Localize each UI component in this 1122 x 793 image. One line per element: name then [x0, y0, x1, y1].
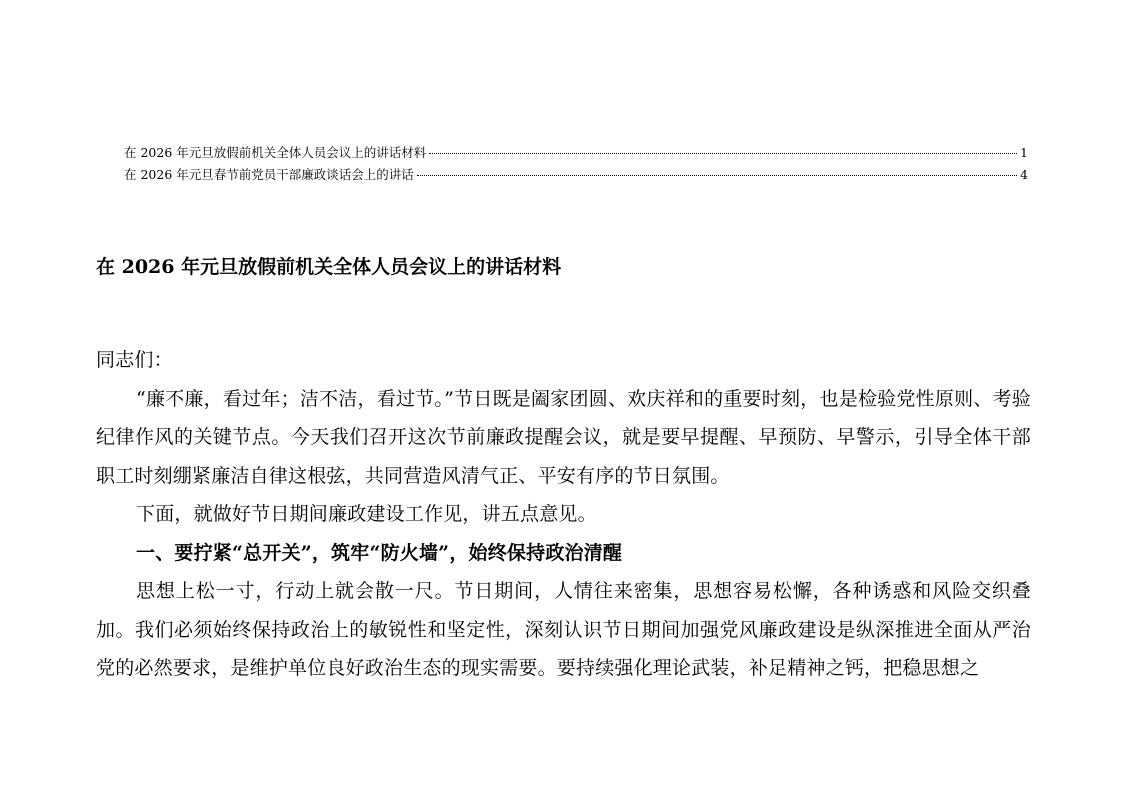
toc-dot-leader [429, 153, 1017, 154]
salutation: 同志们： [96, 349, 173, 371]
paragraph: 思想上松一寸，行动上就会散一尺。节日期间，人情往来密集，思想容易松懈，各种诱惑和风险交织叠加。我们必须始终保持政治上的敏锐性和坚定性，深刻认识节日期间加强党风廉政建设是纵深推进全面从严治党的必然要求，是维护单位良好政治生态的现实需要。要持续强化理论武装，补足精神之钙，把稳思想之 [96, 580, 1031, 679]
table-of-contents [124, 143, 1028, 187]
toc-entry[interactable] [124, 143, 1028, 165]
document-title: 在 2026 年元旦放假前机关全体人员会议上的讲话材料 [96, 256, 562, 278]
toc-entry-page: 4 [1020, 167, 1028, 182]
toc-entry-title: 在 2026 年元旦放假前机关全体人员会议上的讲话材料 [124, 145, 427, 160]
toc-entry-page: 1 [1020, 145, 1028, 160]
toc-entry-title: 在 2026 年元旦春节前党员干部廉政谈话会上的讲话 [124, 167, 414, 182]
section-heading: 一、要拧紧“总开关”，筑牢“防火墙”，始终保持政治清醒 [136, 541, 623, 564]
toc-entry[interactable] [124, 165, 1028, 187]
toc-dot-leader [417, 175, 1017, 176]
paragraph: “廉不廉，看过年；洁不洁，看过节。”节日既是阖家团圆、欢庆祥和的重要时刻，也是检验党性原则、考验纪律作风的关键节点。今天我们召开这次节前廉政提醒会议，就是要早提醒、早预防、早警示，引导全体干部职工时刻绷紧廉洁自律这根弦，共同营造风清气正、平安有序的节日氛围。 [96, 387, 1031, 487]
document-body [96, 341, 1031, 688]
paragraph: 下面，就做好节日期间廉政建设工作见，讲五点意见。 [136, 503, 597, 525]
